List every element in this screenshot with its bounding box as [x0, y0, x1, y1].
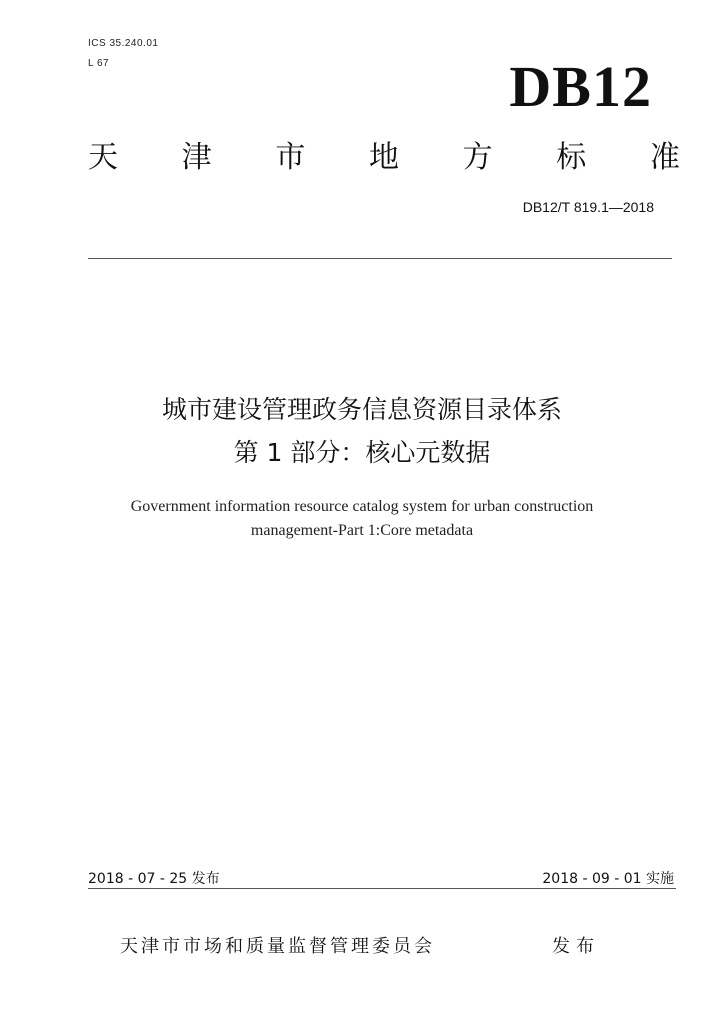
- issue-date: 2018 - 07 - 25 发布: [88, 871, 220, 887]
- db-code-logo: DB12: [509, 54, 652, 119]
- title-en-line-1: Government information resource catalog system for urban construction: [130, 498, 594, 515]
- publisher-name: 天津市市场和质量监督管理委员会: [120, 936, 435, 957]
- standard-type-char: 标: [556, 140, 587, 175]
- ccs-code: L 67: [88, 58, 110, 69]
- implementation-date: 2018 - 09 - 01 实施: [542, 871, 674, 887]
- standard-type-heading: [88, 140, 680, 176]
- standard-type-char: 津: [181, 140, 212, 175]
- title-zh-line-2: 第 1 部分：核心元数据: [233, 438, 491, 467]
- standard-type-char: 天: [88, 140, 118, 175]
- standard-type-char: 地: [368, 140, 399, 175]
- ics-code: ICS 35.240.01: [88, 38, 159, 49]
- footer-divider: [88, 888, 676, 889]
- standard-type-char: 准: [649, 140, 680, 175]
- title-en-line-2: management-Part 1:Core metadata: [250, 522, 474, 539]
- publish-label: 发布: [552, 936, 600, 957]
- title-zh-line-1: 城市建设管理政务信息资源目录体系: [161, 395, 562, 424]
- standard-number: DB12/T 819.1—2018: [522, 199, 654, 215]
- standard-type-char: 方: [462, 140, 493, 175]
- header-divider: [88, 258, 672, 259]
- standard-type-char: 市: [275, 140, 306, 175]
